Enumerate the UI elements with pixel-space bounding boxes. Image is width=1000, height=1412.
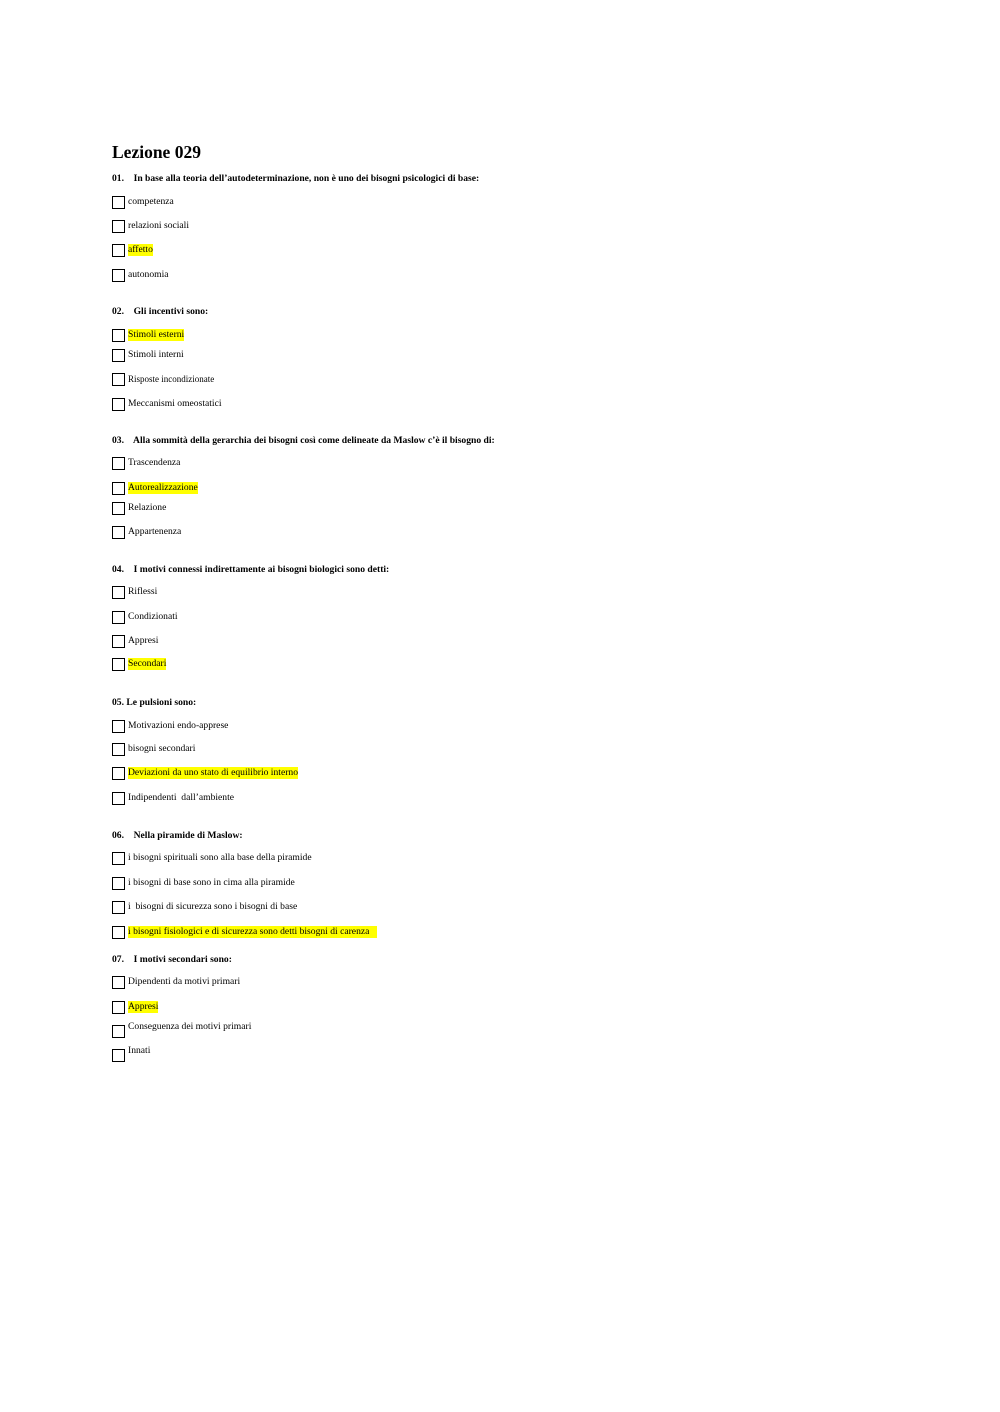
option-label: autonomia [128,269,169,280]
checkbox[interactable] [112,373,125,386]
checkbox[interactable] [112,1049,125,1062]
option-label: Innati [128,1045,151,1056]
option-label-highlighted: Appresi [128,1001,159,1012]
option-label: i bisogni di sicurezza sono i bisogni di base [128,901,298,912]
checkbox[interactable] [112,220,125,233]
checkbox[interactable] [112,502,125,515]
checkbox[interactable] [112,635,125,648]
checkbox[interactable] [112,611,125,624]
checkbox[interactable] [112,244,125,257]
option-label: Appresi [128,635,159,646]
question-4-text: 04. I motivi connessi indirettamente ai bisogni biologici sono detti: [112,564,390,575]
option-label-highlighted: Autorealizzazione [128,482,198,493]
checkbox[interactable] [112,398,125,411]
option-label: relazioni sociali [128,220,190,231]
checkbox[interactable] [112,482,125,495]
question-2-text: 02. Gli incentivi sono: [112,306,209,317]
checkbox[interactable] [112,1001,125,1014]
option-label: Appartenenza [128,526,182,537]
checkbox[interactable] [112,720,125,733]
checkbox[interactable] [112,269,125,282]
option-label: i bisogni di base sono in cima alla piramide [128,877,295,888]
option-label: Risposte incondizionate [128,374,215,384]
checkbox[interactable] [112,901,125,914]
checkbox[interactable] [112,658,125,671]
checkbox[interactable] [112,976,125,989]
question-1-text: 01. In base alla teoria dell’autodeterminazione, non è uno dei bisogni psicologici di base: [112,173,480,184]
question-7-text: 07. I motivi secondari sono: [112,954,232,965]
checkbox[interactable] [112,792,125,805]
checkbox[interactable] [112,926,125,939]
option-label-highlighted: i bisogni fisiologici e di sicurezza sono detti bisogni di carenza [128,926,377,938]
checkbox[interactable] [112,329,125,342]
checkbox[interactable] [112,457,125,470]
checkbox[interactable] [112,852,125,865]
option-label-highlighted: Stimoli esterni [128,329,185,340]
question-6-text: 06. Nella piramide di Maslow: [112,830,243,841]
option-label: Conseguenza dei motivi primari [128,1021,252,1032]
checkbox[interactable] [112,526,125,539]
option-label-highlighted: affetto [128,244,153,255]
option-label: Indipendenti dall’ambiente [128,792,235,803]
checkbox[interactable] [112,349,125,362]
checkbox[interactable] [112,743,125,756]
option-label: Meccanismi omeostatici [128,398,222,409]
option-label-highlighted: Secondari [128,658,167,669]
option-label: Trascendenza [128,457,181,468]
checkbox[interactable] [112,877,125,890]
option-label: i bisogni spirituali sono alla base della piramide [128,852,312,863]
option-label: Stimoli interni [128,349,184,360]
checkbox[interactable] [112,767,125,780]
option-label: Relazione [128,502,167,513]
question-3-text: 03. Alla sommità della gerarchia dei bisogni così come delineate da Maslow c’è il bisogno di: [112,435,495,446]
option-label: bisogni secondari [128,743,196,754]
option-label: Motivazioni endo-apprese [128,720,229,731]
page-title: Lezione 029 [112,142,201,162]
option-label: competenza [128,196,174,207]
question-5-text: 05. Le pulsioni sono: [112,697,197,708]
checkbox[interactable] [112,1025,125,1038]
option-label: Dipendenti da motivi primari [128,976,241,987]
option-label: Condizionati [128,611,178,622]
checkbox[interactable] [112,586,125,599]
option-label: Riflessi [128,586,158,597]
checkbox[interactable] [112,196,125,209]
option-label-highlighted: Deviazioni da uno stato di equilibrio interno [128,767,298,778]
